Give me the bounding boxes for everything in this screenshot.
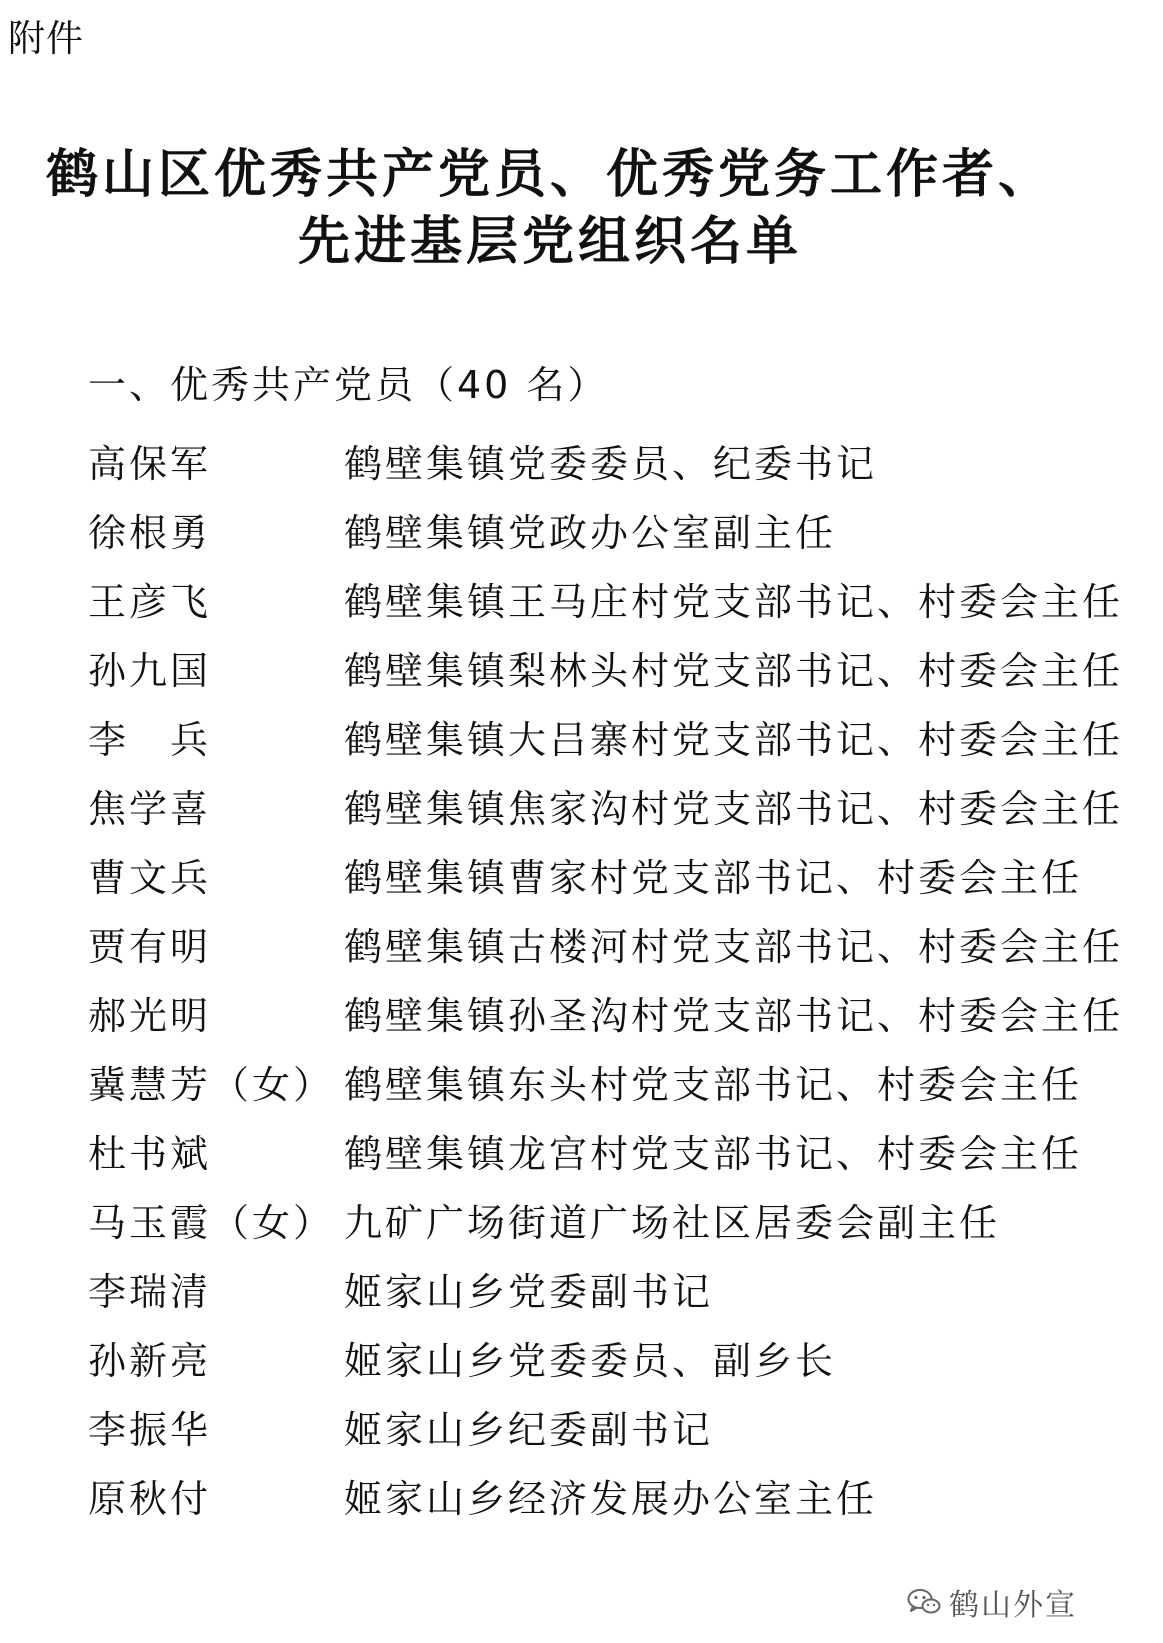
entry-name: 徐根勇 <box>88 511 212 555</box>
entry-post: 姬家山乡经济发展办公室主任 <box>344 1477 878 1521</box>
list-item <box>88 495 1148 564</box>
entry-name: 贾有明 <box>88 925 212 969</box>
entry-name: 马玉霞（女） <box>88 1201 335 1245</box>
watermark-text: 鹤山外宣 <box>949 1588 1077 1623</box>
entry-name: 杜书斌 <box>88 1132 212 1176</box>
entry-name: 曹文兵 <box>88 856 212 900</box>
list-item <box>88 771 1148 840</box>
entry-post: 鹤壁集镇古楼河村党支部书记、村委会主任 <box>344 925 1124 969</box>
entry-post: 鹤壁集镇东头村党支部书记、村委会主任 <box>344 1063 1083 1107</box>
entry-post: 鹤壁集镇焦家沟村党支部书记、村委会主任 <box>344 787 1124 831</box>
list-item <box>88 978 1148 1047</box>
wechat-icon <box>907 1588 941 1616</box>
entry-post: 姬家山乡党委委员、副乡长 <box>344 1339 837 1383</box>
list-item <box>88 909 1148 978</box>
entry-name: 焦学喜 <box>88 787 212 831</box>
list-item <box>88 702 1148 771</box>
list-item <box>88 426 1148 495</box>
document-title-line-1: 鹤山区优秀共产党员、优秀党务工作者、 <box>45 145 1054 205</box>
entry-post: 鹤壁集镇党政办公室副主任 <box>344 511 837 555</box>
entry-name: 李瑞清 <box>88 1270 212 1314</box>
entry-name: 李 兵 <box>88 718 212 762</box>
list-item <box>88 1392 1148 1461</box>
entry-post: 鹤壁集镇曹家村党支部书记、村委会主任 <box>344 856 1083 900</box>
attachment-label: 附件 <box>8 17 84 60</box>
entry-name: 冀慧芳（女） <box>88 1063 335 1107</box>
entry-name: 郝光明 <box>88 994 212 1038</box>
list-item <box>88 1116 1148 1185</box>
entry-post: 鹤壁集镇梨林头村党支部书记、村委会主任 <box>344 649 1124 693</box>
entry-name: 高保军 <box>88 442 212 486</box>
section-heading: 一、优秀共产党员（40 名） <box>88 363 609 407</box>
watermark <box>907 1580 1077 1624</box>
entry-name: 孙九国 <box>88 649 212 693</box>
list-item <box>88 1461 1148 1530</box>
entry-post: 鹤壁集镇党委委员、纪委书记 <box>344 442 878 486</box>
list-item <box>88 633 1148 702</box>
entry-list <box>88 426 1148 1530</box>
list-item <box>88 1323 1148 1392</box>
entry-name: 孙新亮 <box>88 1339 212 1383</box>
list-item <box>88 1047 1148 1116</box>
list-item <box>88 1254 1148 1323</box>
entry-post: 姬家山乡党委副书记 <box>344 1270 714 1314</box>
entry-post: 鹤壁集镇大吕寨村党支部书记、村委会主任 <box>344 718 1124 762</box>
entry-post: 鹤壁集镇孙圣沟村党支部书记、村委会主任 <box>344 994 1124 1038</box>
entry-name: 王彦飞 <box>88 580 212 624</box>
entry-post: 鹤壁集镇王马庄村党支部书记、村委会主任 <box>344 580 1124 624</box>
list-item <box>88 564 1148 633</box>
entry-name: 原秋付 <box>88 1477 212 1521</box>
entry-post: 姬家山乡纪委副书记 <box>344 1408 714 1452</box>
list-item <box>88 840 1148 909</box>
document-title-line-2: 先进基层党组织名单 <box>297 212 802 272</box>
entry-post: 九矿广场街道广场社区居委会副主任 <box>344 1201 1001 1245</box>
entry-post: 鹤壁集镇龙宫村党支部书记、村委会主任 <box>344 1132 1083 1176</box>
list-item <box>88 1185 1148 1254</box>
entry-name: 李振华 <box>88 1408 212 1452</box>
